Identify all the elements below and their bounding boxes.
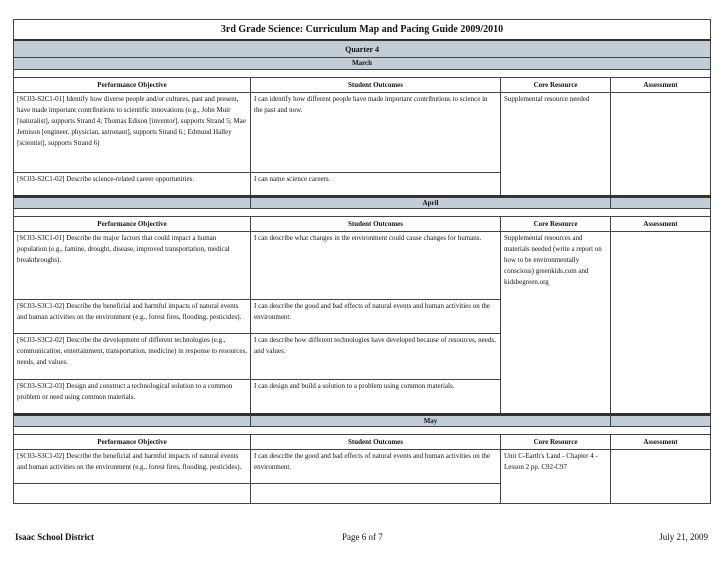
outcome-cell: I can name science careers. xyxy=(251,173,501,197)
header-outcomes: Student Outcomes xyxy=(251,78,501,93)
header-objective: Performance Objective xyxy=(14,78,251,93)
month-label-march: March xyxy=(14,58,711,70)
header-assessment: Assessment xyxy=(611,78,711,93)
header-resource: Core Resource xyxy=(501,217,611,232)
header-resource: Core Resource xyxy=(501,78,611,93)
table-row xyxy=(14,450,711,484)
month-label-april: April xyxy=(251,197,611,209)
month-row-april xyxy=(14,197,711,209)
objective-cell: [SC03-S3C1-02] Describe the beneficial and harmful impacts of natural events and human activities on the environment (e.g., forest fires, flooding, pesticides). xyxy=(14,450,251,484)
curriculum-table xyxy=(13,19,711,504)
outcome-cell: I can describe the good and bad effects of natural events and human activities on the environment. xyxy=(251,450,501,484)
spacer-row xyxy=(14,209,711,217)
objective-cell: [SC03-S3C2-02] Describe the development of different technologies (e.g., communication, entertainment, transportation, medicine) in response to resources, needs, and values. xyxy=(14,334,251,380)
table-row xyxy=(14,232,711,300)
page-number: Page 6 of 7 xyxy=(342,532,383,542)
resource-cell: Supplemental resources and materials needed (write a report on how to be environmentally conscious) greenkids.com and kidsbegreen.org xyxy=(501,232,611,415)
column-header-row xyxy=(14,78,711,93)
month-row-may xyxy=(14,415,711,427)
outcome-cell: I can describe what changes in the environment could cause changes for humans. xyxy=(251,232,501,300)
title-row xyxy=(14,20,711,41)
objective-cell: [SC03-S2C1-01] Identify how diverse people and/or cultures, past and present, have made important contributions to scientific innovations (e.g., John Muir [naturalist], supports Strand 4; Thomas Edison [inventor], supports Strand 5; Mae Jemison [engineer, physician, astronaut], supports Strand 6.; Edmund Halley [scientist], supports Strand 6) xyxy=(14,93,251,173)
resource-cell: Supplemental resource needed xyxy=(501,93,611,197)
table-row xyxy=(14,93,711,173)
header-objective: Performance Objective xyxy=(14,217,251,232)
header-assessment: Assessment xyxy=(611,217,711,232)
curriculum-map xyxy=(13,19,710,504)
outcome-cell: I can identify how different people have made important contributions to science in the past and now. xyxy=(251,93,501,173)
outcome-cell xyxy=(251,484,501,504)
header-resource: Core Resource xyxy=(501,435,611,450)
objective-cell: [SC03-S3C1-01] Describe the major factors that could impact a human population (e.g., famine, drought, disease, improved transportation, medical breakthroughs). xyxy=(14,232,251,300)
outcome-cell: I can describe the good and bad effects of natural events and human activities on the environment. xyxy=(251,300,501,334)
spacer-row xyxy=(14,70,711,78)
footer-date: July 21, 2009 xyxy=(659,532,708,542)
header-outcomes: Student Outcomes xyxy=(251,217,501,232)
objective-cell: [SC03-S3C1-02] Describe the beneficial and harmful impacts of natural events and human activities on the environment (e.g., forest fires, flooding, pesticides). xyxy=(14,300,251,334)
header-objective: Performance Objective xyxy=(14,435,251,450)
resource-cell: Unit C-Earth's Land - Chapter 4 - Lesson 2 pp. C92-C97 xyxy=(501,450,611,504)
objective-cell xyxy=(14,484,251,504)
page-title: 3rd Grade Science: Curriculum Map and Pacing Guide 2009/2010 xyxy=(14,20,711,41)
column-header-row xyxy=(14,435,711,450)
column-header-row xyxy=(14,217,711,232)
objective-cell: [SC03-S2C1-02] Describe science-related career opportunities. xyxy=(14,173,251,197)
outcome-cell: I can describe how different technologies have developed because of resources, needs, and values. xyxy=(251,334,501,380)
assessment-cell xyxy=(611,450,711,504)
month-label-may: May xyxy=(251,415,611,427)
quarter-row xyxy=(14,40,711,58)
header-assessment: Assessment xyxy=(611,435,711,450)
objective-cell: [SC03-S3C2-03] Design and construct a technological solution to a common problem or need using common materials. xyxy=(14,380,251,415)
assessment-cell xyxy=(611,232,711,415)
month-row-march xyxy=(14,58,711,70)
outcome-cell: I can design and build a solution to a problem using common materials. xyxy=(251,380,501,415)
header-outcomes: Student Outcomes xyxy=(251,435,501,450)
district-name: Isaac School District xyxy=(15,532,94,542)
quarter-label: Quarter 4 xyxy=(14,40,711,58)
spacer-row xyxy=(14,427,711,435)
assessment-cell xyxy=(611,93,711,197)
